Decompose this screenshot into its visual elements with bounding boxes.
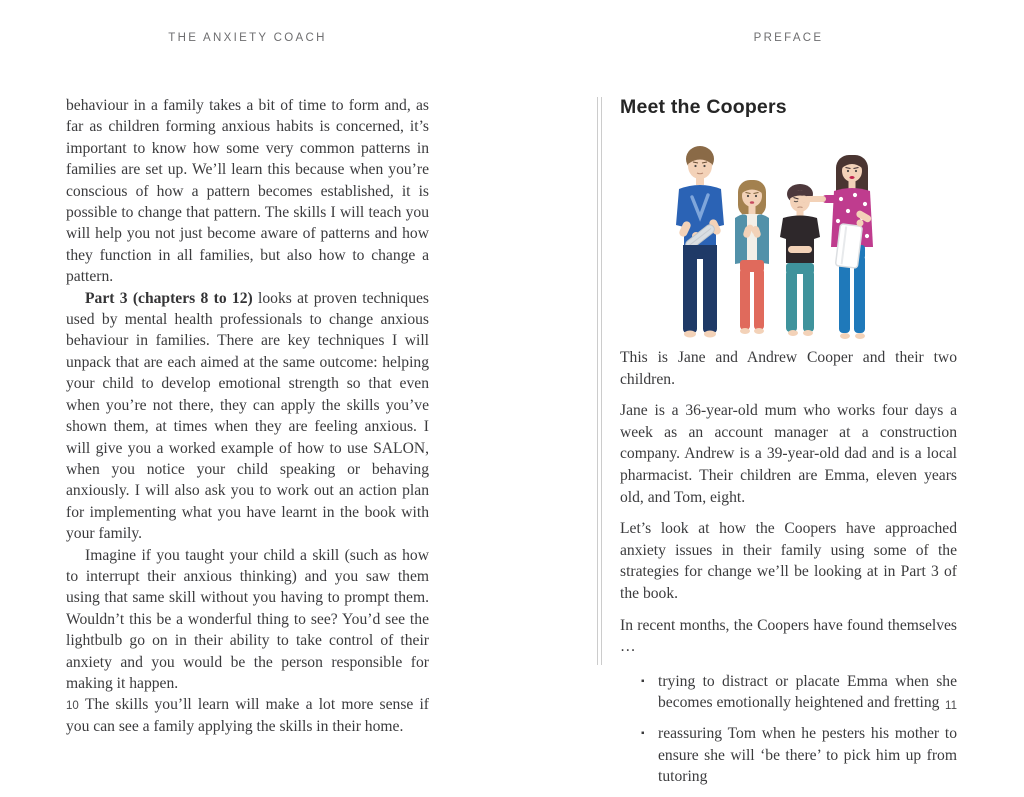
paragraph: This is Jane and Andrew Cooper and their two children. (620, 349, 957, 388)
bullet-list (620, 671, 957, 788)
right-page-body (620, 347, 957, 797)
page-number-left: 10 (66, 700, 79, 712)
figure-dad (676, 146, 724, 338)
page-number-right: 11 (945, 700, 957, 712)
paragraph: Let’s look at how the Coopers have approached anxiety issues in their family using some of the strategies for change we’ll be looking at in Part 3 of the book. (620, 520, 957, 602)
paragraph: In recent months, the Coopers have found themselves … (620, 616, 957, 656)
paragraph: behaviour in a family takes a bit of time to form and, as far as children forming anxious habits is concerned, it’s important to know how some very common patterns in families are set up. We’ll learn this because when you’re conscious of how a pattern becomes established, it is possible to change that pattern. The skills I will teach you will help you not just become aware of patterns and how they function in all families, but also how to change a pattern. (66, 97, 429, 286)
left-page-body (66, 95, 429, 737)
bold-lead: Part 3 (chapters 8 to 12) (85, 289, 253, 307)
vertical-double-rule (597, 97, 602, 665)
square-bullet-icon: ▪ (641, 727, 645, 739)
bullet-text: reassuring Tom when he pesters his mother to ensure she will ‘be there’ to pick him up from tutoring (658, 724, 957, 786)
paragraph: The skills you’ll learn will make a lot more sense if you can see a family applying the skills in their home. (66, 696, 429, 735)
figure-tom (780, 184, 820, 336)
figure-emma (735, 180, 769, 334)
paragraph: Imagine if you taught your child a skill (such as how to interrupt their anxious thinking) and you saw them using that same skill without you having to prompt them. Wouldn’t this be a wonderful thing to see? You’d see the lightbulb go on in their ability to take control of their anxiety and you would be the person responsible for making it happen. (66, 546, 429, 692)
paragraph: Jane is a 36-year-old mum who works four days a week as an account manager at a construction company. Andrew is a 39-year-old dad and is a local pharmacist. Their children are Emma, eleven years old, and Tom, eight. (620, 402, 957, 506)
cooper-family-illustration (652, 138, 922, 346)
running-head-right: PREFACE (753, 32, 824, 44)
paragraph-text: looks at proven techniques used by mental health professionals to change anxious behaviour in families. There are key techniques I will unpack that are each aimed at the same outcome: helping your child to develop emotional strength so that even when you’re not there, they can apply the skills you’ve shown them, at times when they are feeling anxious. I will give you a worked example of how to use SALON, when you notice your child speaking or behaving anxiously. I will also ask you to work out an action plan for implementing what you have learnt in the book with your family. (66, 289, 429, 543)
square-bullet-icon: ▪ (641, 675, 645, 687)
bullet-text: trying to distract or placate Emma when she becomes emotionally heightened and fretting (658, 672, 957, 712)
section-heading: Meet the Coopers (620, 96, 787, 118)
running-head-left: THE ANXIETY COACH (168, 32, 327, 44)
paragraph (66, 288, 429, 545)
bullet-item (620, 723, 957, 788)
